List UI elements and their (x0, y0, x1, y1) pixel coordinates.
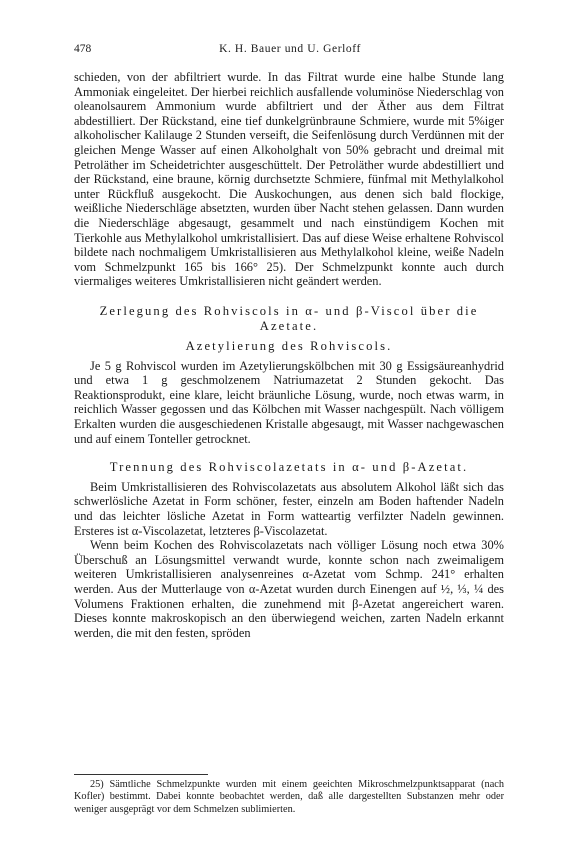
footnote (74, 779, 504, 816)
paragraph-continued: schieden, von der abfiltriert wurde. In das Filtrat wurde eine halbe Stunde lang Ammoniak eingeleitet. Der hierbei reichlich ausfallende voluminöse Niederschlag von oleanolsaurem Ammonium wurde abfiltriert und der Äther aus dem Filtrat abdestilliert. Der Rückstand, eine tief dunkelgrünbraune Schmiere, wurde mit 5%iger alkoholischer Kalilauge 2 Stunden verseift, die Seifenlösung durch Verdünnen mit der gleichen Menge Wasser auf einen Alkoholghalt von 50% gebracht und dreimal mit Petroläther im Scheidetrichter ausgeschüttelt. Der Petroläther wurde abdestilliert und der Rückstand, eine braune, körnig durchsetzte Schmiere, fünfmal mit Methylalkohol unter Rückfluß ausgekocht. Die Auskochungen, aus denen sich bald flockige, weißliche Niederschläge absetzten, wurden über Nacht stehen gelassen. Dann wurden die Niederschläge abgesaugt, gesammelt und nach einstündigem Kochen mit Tierkohle aus Methylalkohol umkristallisiert. Das auf diese Weise erhaltene Rohviscol bildete nach nochmaligem Umkristallisieren aus Methylalkohol kleine, weiße Nadeln vom Schmelzpunkt 165 bis 166° 25). Der Schmelzpunkt konnte auch durch viermaliges weiteres Umkristallisieren nicht geändert werden. (74, 70, 504, 289)
paragraph-acetylation: Je 5 g Rohviscol wurden im Azetylierungskölbchen mit 30 g Essigsäureanhydrid und etwa 1 g geschmolzenem Natriumazetat 2 Stunden gekocht. Das Reaktionsprodukt, eine klare, leicht bräunliche Lösung, wurde, noch etwas warm, in reichlich Wasser gegossen und das Kölbchen mit Wasser nachgespült. Nach völligem Erkalten wurden die ausgeschiedenen Kristalle abgesaugt, mit Wasser nachgewaschen und auf einem Tonteller getrocknet. (74, 358, 504, 446)
running-title: K. H. Bauer und U. Gerloff (219, 43, 361, 55)
subsection-heading-separation: Trennung des Rohviscolazetats in α- und β-Azetat. (109, 460, 469, 475)
footnote-text: 25) Sämtliche Schmelzpunkte wurden mit einem geeichten Mikroschmelzpunktsapparat (nach Kofler) bestimmt. Dabei konnte beobachtet werden, daß alle dargestellten Substanzen mehr oder weniger ausgeprägt vor dem Schmelzen sublimierten. (74, 779, 504, 815)
subsection-heading-acetylation: Azetylierung des Rohviscols. (185, 339, 393, 354)
page-number: 478 (74, 43, 92, 55)
footnote-divider (74, 774, 208, 775)
body-text (74, 70, 504, 640)
section-heading: Zerlegung des Rohviscols in α- und β-Viscol über die Azetate. (99, 303, 479, 333)
paragraph-fractions: Wenn beim Kochen des Rohviscolazetats nach völliger Lösung noch etwa 30% Überschuß an Lösungsmittel verwandt wurde, konnte schon nach zweimaligem weiteren Umkristallisieren analysenreines α-Azetat vom Schmp. 241° erhalten werden. Aus der Mutterlauge von α-Azetat wurden durch Einengen auf ½, ⅓, ¼ des Volumens Fraktionen erhalten, die zunehmend mit β-Azetat angereichert waren. Dieses konnte makroskopisch an den überwiegend weichen, zarten Nadeln erkannt werden, die mit den festen, spröden (74, 538, 504, 640)
paragraph-recrystallization: Beim Umkristallisieren des Rohviscolazetats aus absolutem Alkohol läßt sich das schwerlösliche Azetat in Form schöner, fester, einzeln am Boden haftender Nadeln und das leichter lösliche Azetat in Form watteartig verfilzter Nadeln gewinnen. Ersteres ist α-Viscolazetat, letzteres β-Viscolazetat. (74, 479, 504, 538)
